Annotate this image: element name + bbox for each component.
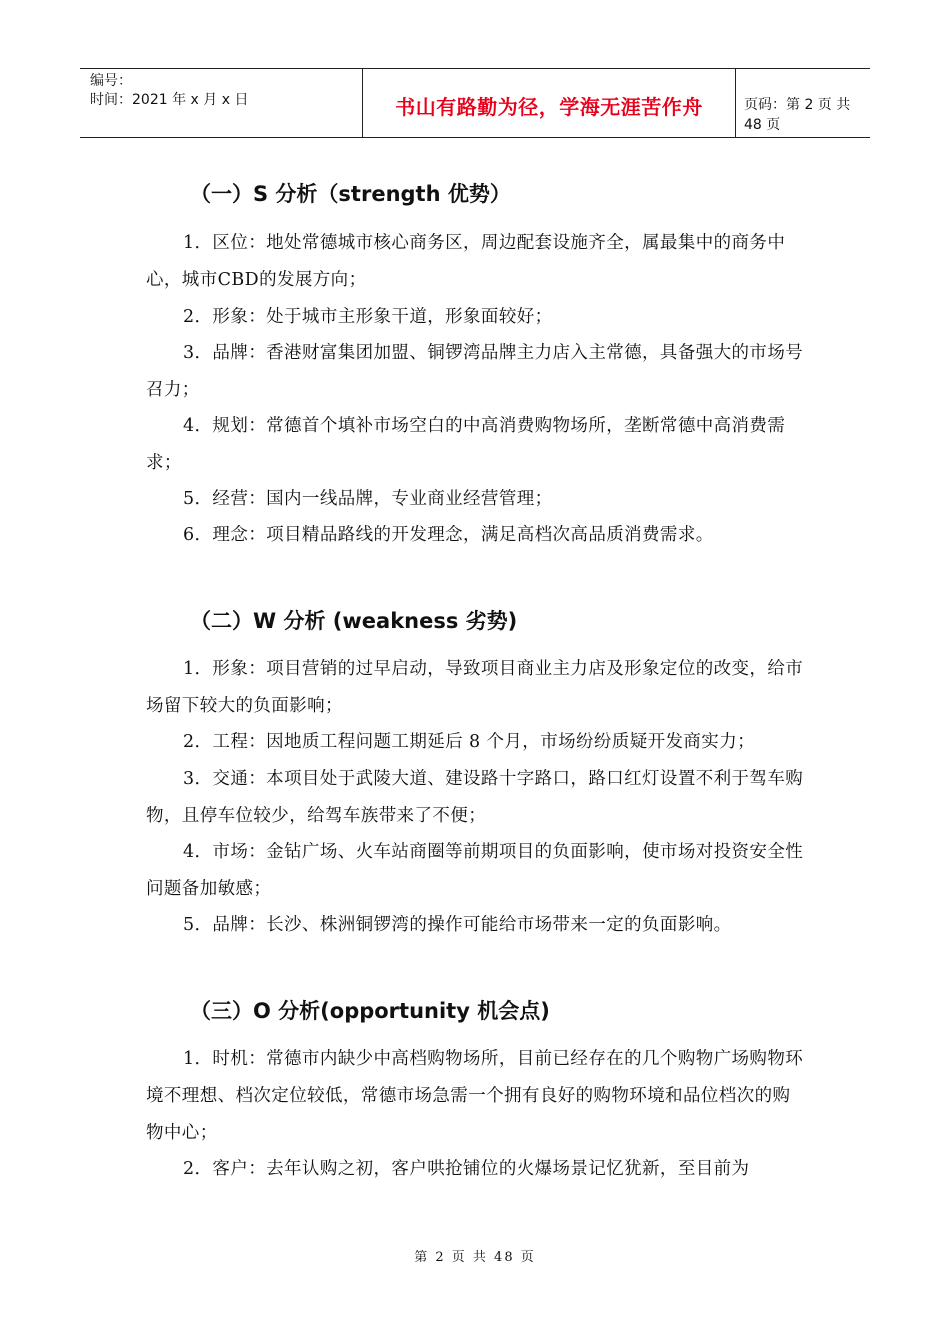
list-item: 6．理念：项目精品路线的开发理念，满足高档次高品质消费需求。 (183, 525, 714, 545)
list-item: 2．形象：处于城市主形象干道，形象面较好； (183, 307, 553, 327)
section-heading: （一）S 分析（strength 优势） (190, 182, 511, 206)
header-motto: 书山有路勤为径，学海无涯苦作舟 (395, 95, 703, 119)
list-item: 3．品牌：香港财富集团加盟、铜锣湾品牌主力店入主常德，具备强大的市场号召力； (146, 343, 804, 400)
header-motto-cell (362, 69, 736, 137)
section-heading: （三）O 分析(opportunity 机会点) (190, 999, 550, 1023)
header-page-number: 页码：第 2 页 共 48 页 (744, 97, 851, 133)
page-header (80, 68, 870, 138)
list-item: 1．形象：项目营销的过早启动，导致项目商业主力店及形象定位的改变，给市场留下较大的负面影响； (146, 659, 804, 716)
list-item: 1．时机：常德市内缺少中高档购物场所，目前已经存在的几个购物广场购物环境不理想、档次定位较低，常德市场急需一个拥有良好的购物环境和品位档次的购物中心； (146, 1049, 804, 1143)
list-item: 5．经营：国内一线品牌，专业商业经营管理； (183, 489, 553, 509)
list-item: 4．市场：金钻广场、火车站商圈等前期项目的负面影响，使市场对投资安全性问题备加敏感； (146, 842, 804, 899)
section-heading: （二）W 分析 (weakness 劣势) (190, 609, 518, 633)
list-item: 2．客户：去年认购之初，客户哄抢铺位的火爆场景记忆犹新，至目前为 (183, 1159, 750, 1179)
list-item: 1．区位：地处常德城市核心商务区，周边配套设施齐全，属最集中的商务中心，城市CBD的发展方向； (146, 233, 786, 290)
list-item: 3．交通：本项目处于武陵大道、建设路十字路口，路口红灯设置不利于驾车购物，且停车位较少，给驾车族带来了不便； (146, 769, 804, 826)
header-meta (80, 69, 280, 137)
list-item: 2．工程：因地质工程问题工期延后 8 个月，市场纷纷质疑开发商实力； (183, 732, 755, 752)
list-item: 5．品牌：长沙、株洲铜锣湾的操作可能给市场带来一定的负面影响。 (183, 915, 732, 935)
document-date-label: 时间：2021 年 x 月 x 日 (90, 92, 249, 108)
page-footer: 第 2 页 共 48 页 (414, 1250, 536, 1265)
document-number-label: 编号： (90, 73, 132, 89)
list-item: 4．规划：常德首个填补市场空白的中高消费购物场所，垄断常德中高消费需求； (146, 416, 786, 473)
